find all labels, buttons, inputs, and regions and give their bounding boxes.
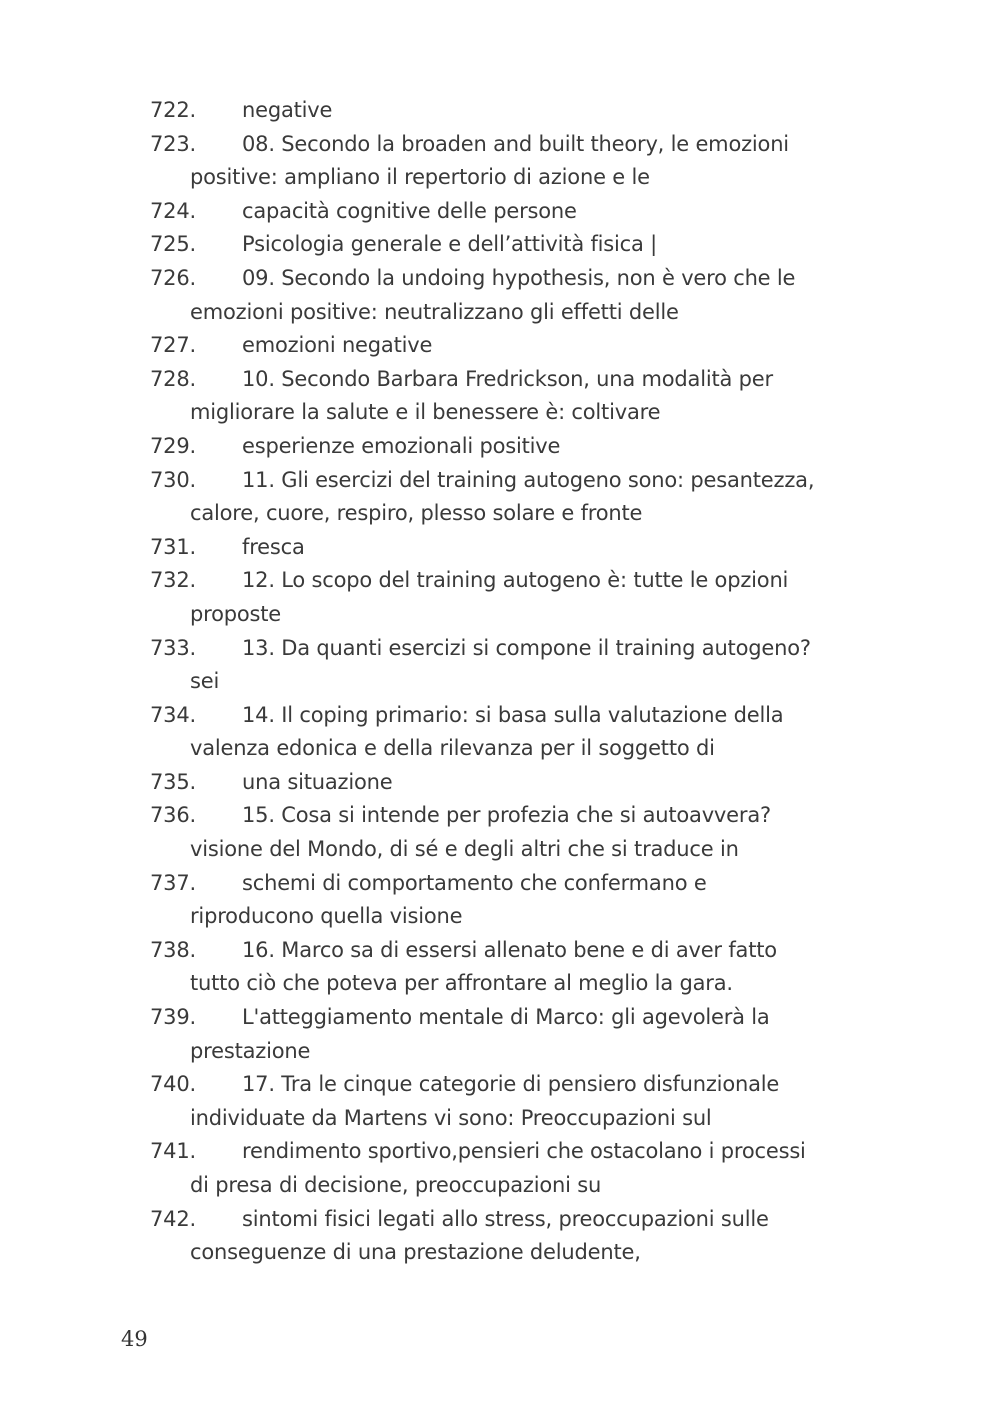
item-text-continuation: migliorare la salute e il benessere è: coltivare — [190, 400, 661, 425]
line-number: 740. — [150, 1072, 196, 1097]
item-text-continuation: valenza edonica e della rilevanza per il soggetto di — [190, 736, 715, 761]
item-text: 14. Il coping primario: si basa sulla valutazione della — [242, 702, 784, 727]
list-item — [0, 430, 1000, 464]
item-text-continuation: calore, cuore, respiro, plesso solare e fronte — [190, 501, 643, 526]
line-number: 728. — [150, 366, 196, 391]
list-item — [0, 329, 1000, 363]
line-number: 731. — [150, 534, 196, 559]
line-number: 722. — [150, 98, 196, 122]
item-text: 15. Cosa si intende per profezia che si autoavvera? — [242, 803, 771, 828]
list-item — [0, 1135, 1000, 1202]
line-number: 727. — [150, 333, 196, 358]
list-item — [0, 564, 1000, 631]
item-text: 09. Secondo la undoing hypothesis, non è vero che le — [242, 265, 796, 290]
line-number: 742. — [150, 1206, 196, 1231]
line-number: 734. — [150, 702, 196, 727]
list-item — [0, 766, 1000, 800]
item-text-continuation: individuate da Martens vi sono: Preoccupazioni sul — [190, 1105, 712, 1130]
list-item — [0, 632, 1000, 699]
item-text: 10. Secondo Barbara Fredrickson, una modalità per — [242, 366, 773, 391]
item-text: fresca — [242, 534, 305, 559]
line-number: 732. — [150, 568, 196, 593]
line-number: 739. — [150, 1005, 196, 1030]
line-number: 729. — [150, 433, 196, 458]
line-number: 724. — [150, 198, 196, 223]
item-text: rendimento sportivo,pensieri che ostacolano i processi — [242, 1139, 806, 1164]
line-number: 725. — [150, 232, 196, 257]
line-number: 726. — [150, 265, 196, 290]
list-item — [0, 363, 1000, 430]
item-text: L'atteggiamento mentale di Marco: gli agevolerà la — [242, 1005, 770, 1030]
item-text-continuation: emozioni positive: neutralizzano gli effetti delle — [190, 299, 679, 324]
list-item — [0, 799, 1000, 866]
line-number: 723. — [150, 131, 196, 156]
list-item — [0, 1001, 1000, 1068]
item-text-continuation: visione del Mondo, di sé e degli altri che si traduce in — [190, 837, 739, 862]
page-number: 49 — [121, 1327, 148, 1351]
item-text: emozioni negative — [242, 333, 433, 358]
list-item — [0, 531, 1000, 565]
list-item — [0, 934, 1000, 1001]
list-item — [0, 128, 1000, 195]
item-text-continuation: conseguenze di una prestazione deludente, — [190, 1240, 641, 1265]
item-text: 16. Marco sa di essersi allenato bene e di aver fatto — [242, 937, 777, 962]
item-text: 12. Lo scopo del training autogeno è: tutte le opzioni — [242, 568, 789, 593]
line-number: 738. — [150, 937, 196, 962]
item-text: Psicologia generale e dell’attività fisica | — [242, 232, 658, 257]
list-item — [0, 699, 1000, 766]
item-text-continuation: sei — [190, 669, 220, 694]
item-text: una situazione — [242, 769, 393, 794]
item-text-continuation: positive: ampliano il repertorio di azione e le — [190, 165, 650, 190]
numbered-line-list — [0, 94, 1000, 1270]
item-text: 13. Da quanti esercizi si compone il training autogeno? — [242, 635, 811, 660]
line-number: 733. — [150, 635, 196, 660]
item-text-continuation: proposte — [190, 601, 282, 626]
item-text: negative — [242, 98, 333, 122]
item-text: schemi di comportamento che confermano e — [242, 870, 707, 895]
list-item — [0, 262, 1000, 329]
item-text-continuation: tutto ciò che poteva per affrontare al meglio la gara. — [190, 971, 733, 996]
item-text: capacità cognitive delle persone — [242, 198, 577, 223]
item-text-continuation: di presa di decisione, preoccupazioni su — [190, 1173, 602, 1197]
item-text: 11. Gli esercizi del training autogeno sono: pesantezza, — [242, 467, 815, 492]
line-number: 736. — [150, 803, 196, 828]
item-text: 08. Secondo la broaden and built theory, le emozioni — [242, 131, 789, 156]
list-item — [0, 1203, 1000, 1270]
item-text: esperienze emozionali positive — [242, 433, 561, 458]
list-item — [0, 464, 1000, 531]
line-number: 737. — [150, 870, 196, 895]
item-text: 17. Tra le cinque categorie di pensiero disfunzionale — [242, 1072, 780, 1097]
list-item — [0, 195, 1000, 229]
list-item — [0, 228, 1000, 262]
item-text: sintomi fisici legati allo stress, preoccupazioni sulle — [242, 1206, 769, 1231]
list-item — [0, 94, 1000, 128]
line-number: 741. — [150, 1139, 196, 1164]
item-text-continuation: riproducono quella visione — [190, 904, 463, 929]
line-number: 735. — [150, 769, 196, 794]
list-item — [0, 867, 1000, 934]
line-number: 730. — [150, 467, 196, 492]
list-item — [0, 1068, 1000, 1135]
item-text-continuation: prestazione — [190, 1038, 311, 1063]
